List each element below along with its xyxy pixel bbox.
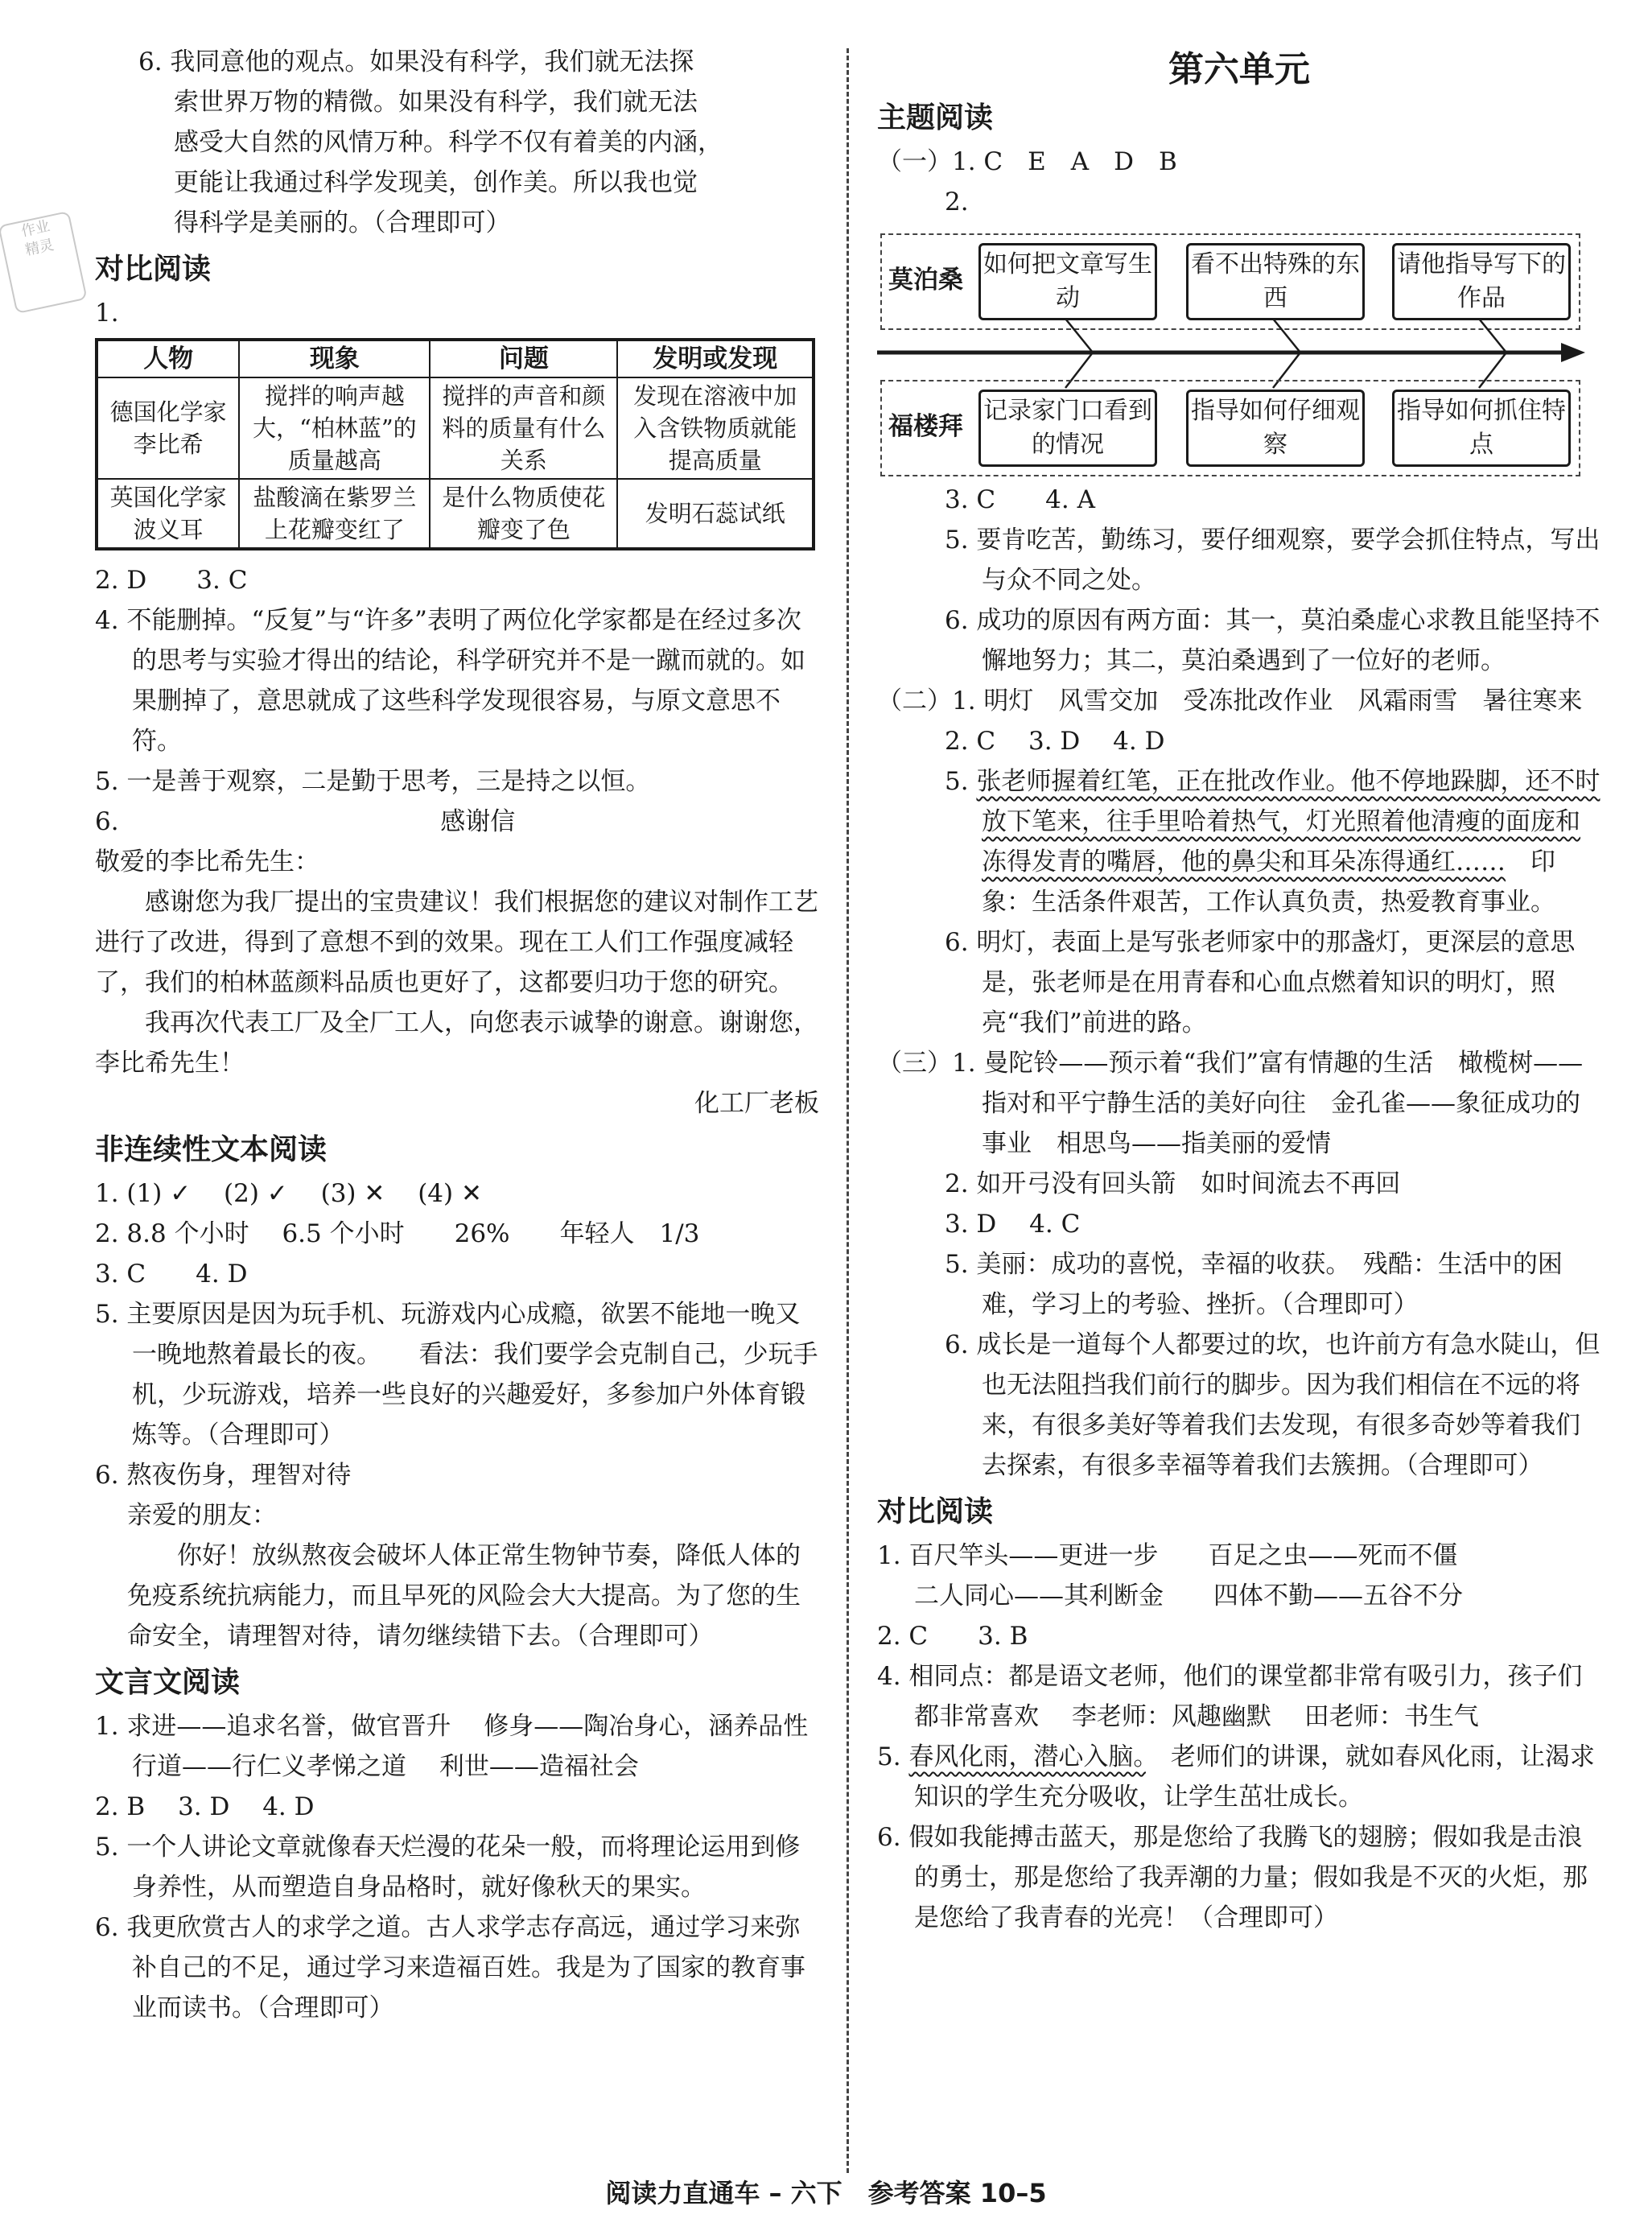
section3-q3-4: 3. D 4. C bbox=[945, 1210, 1081, 1239]
table-cell: 盐酸滴在紫罗兰上花瓣变红了 bbox=[239, 479, 430, 549]
table-header-discovery: 发明或发现 bbox=[617, 340, 814, 377]
diagram-box: 请他指导写下的作品 bbox=[1392, 243, 1571, 320]
table-cell: 发现在溶液中加入含铁物质就能提高质量 bbox=[617, 377, 814, 479]
section3-q6: 6. 成长是一道每个人都要过的坎，也许前方有急水陡山，但也无法阻挡我们前行的脚步。因为我们相信在不远的将来，有很多美好等着我们去发现，有很多奇妙等着我们去探索，有很多幸福等着我们去簇拥。（合理即可） bbox=[945, 1330, 1601, 1480]
diagram-box: 指导如何抓住特点 bbox=[1392, 390, 1571, 467]
contrast-q5: 5. 一是善于观察，二是勤于思考，三是持之以恒。 bbox=[95, 767, 651, 796]
answer-6-line1: 6. 我同意他的观点。如果没有科学，我们就无法探 bbox=[138, 47, 694, 76]
answer-6-line4: 更能让我通过科学发现美，创作美。所以我也觉 bbox=[174, 168, 698, 197]
diagram-label-maupassant: 莫泊桑 bbox=[888, 266, 963, 295]
answer-6-line2: 索世界万物的精微。如果没有科学，我们就无法 bbox=[174, 88, 698, 117]
contrast-q2-3: 2. D 3. C bbox=[95, 566, 248, 595]
contrast2-q4: 4. 相同点：都是语文老师，他们的课堂都非常有吸引力，孩子们都非常喜欢 李老师：风趣幽默 田老师：书生气 bbox=[877, 1662, 1583, 1731]
letter-paragraph-2: 我再次代表工厂及全厂工人，向您表示诚挚的谢意。谢谢您，李比希先生！ bbox=[95, 1008, 818, 1078]
classical-q6: 6. 我更欣赏古人的求学之道。古人求学志存高远，通过学习来弥补自己的不足，通过学习来造福百姓。我是为了国家的教育事业而读书。（合理即可） bbox=[95, 1913, 805, 2023]
section2-q2-4: 2. C 3. D 4. D bbox=[945, 727, 1165, 756]
right-column bbox=[877, 42, 1601, 1938]
diagram-box: 指导如何仔细观察 bbox=[1186, 390, 1365, 467]
column-divider bbox=[847, 48, 849, 2173]
diagram-box: 看不出特殊的东西 bbox=[1186, 243, 1365, 320]
unit-title: 第六单元 bbox=[1168, 49, 1310, 90]
section1-q1: （一）1. C E A D B bbox=[877, 147, 1177, 176]
table-header-person: 人物 bbox=[97, 340, 239, 377]
underlined-quote: 张老师握着红笔，正在批改作业。他不停地跺脚，还不时放下笔来，往手里哈着热气，灯光照着他清瘦的面庞和冻得发青的嘴唇，他的鼻尖和耳朵冻得通红…… bbox=[976, 767, 1601, 876]
diagram-box: 如何把文章写生动 bbox=[978, 243, 1157, 320]
heading-classical-reading: 文言文阅读 bbox=[95, 1666, 241, 1699]
letter-salutation: 敬爱的李比希先生： bbox=[95, 847, 319, 876]
table-cell: 是什么物质使花瓣变了色 bbox=[430, 479, 617, 549]
diagram-box: 记录家门口看到的情况 bbox=[978, 390, 1157, 467]
answer-6-line5: 得科学是美丽的。（合理即可） bbox=[174, 208, 511, 237]
classical-q2-4: 2. B 3. D 4. D bbox=[95, 1792, 315, 1821]
section3-q5: 5. 美丽：成功的喜悦，幸福的收获。 残酷：生活中的困难，学习上的考验、挫折。（合理即可） bbox=[945, 1250, 1563, 1319]
letter-title: 感谢信 bbox=[440, 807, 516, 836]
inventors-table bbox=[95, 338, 815, 550]
contrast-q4: 4. 不能删掉。“反复”与“许多”表明了两位化学家都是在经过多次的思考与实验才得出的结论，科学研究并不是一蹴而就的。如果删掉了，意思就成了这些科学发现很容易，与原文意思不符。 bbox=[95, 606, 805, 756]
contrast-q1-number: 1. bbox=[95, 299, 119, 328]
table-header-question: 问题 bbox=[430, 340, 617, 377]
table-cell: 德国化学家李比希 bbox=[97, 377, 239, 479]
noncont-q6-body: 你好！放纵熬夜会破坏人体正常生物钟节奏，降低人体的免疫系统抗病能力，而且早死的风险会大大提高。为了您的生命安全，请理智对待，请勿继续错下去。（合理即可） bbox=[127, 1541, 801, 1651]
noncont-q2: 2. 8.8 个小时 6.5 个小时 26% 年轻人 1/3 bbox=[95, 1219, 700, 1248]
section1-q2-number: 2. bbox=[945, 188, 969, 216]
contrast2-q2-3: 2. C 3. B bbox=[877, 1622, 1028, 1651]
noncont-q6-salutation: 亲爱的朋友： bbox=[127, 1501, 277, 1530]
section2-q5: 5. 张老师握着红笔，正在批改作业。他不停地跺脚，还不时放下笔来，往手里哈着热气，灯光照着他清瘦的面庞和冻得发青的嘴唇，他的鼻尖和耳朵冻得通红…… 印象：生活条件艰苦，工作认真负责，热爱教育事业。 bbox=[945, 767, 1601, 917]
section1-q5: 5. 要肯吃苦，勤练习，要仔细观察，要学会抓住特点，写出与众不同之处。 bbox=[945, 526, 1601, 595]
letter-signature: 化工厂老板 bbox=[694, 1089, 819, 1118]
underlined-phrase: 春风化雨，潜心入脑。 bbox=[908, 1742, 1146, 1771]
contrast2-q1-line2: 二人同心——其利断金 四体不勤——五谷不分 bbox=[914, 1581, 1463, 1610]
section2-q6: 6. 明灯，表面上是写张老师家中的那盏灯，更深层的意思是，张老师是在用青春和心血点燃着知识的明灯，照亮“我们”前进的路。 bbox=[945, 928, 1576, 1037]
section1-q6: 6. 成功的原因有两方面：其一，莫泊桑虚心求教且能坚持不懈地努力；其二，莫泊桑遇到了一位好的老师。 bbox=[945, 606, 1601, 675]
watermark-stamp: 作业 精灵 bbox=[0, 211, 88, 314]
heading-theme-reading: 主题阅读 bbox=[877, 101, 994, 134]
table-row bbox=[97, 479, 814, 549]
mopassant-flaubert-diagram bbox=[877, 227, 1585, 476]
table-header-phenomenon: 现象 bbox=[239, 340, 430, 377]
answer-6-line3: 感受大自然的风情万种。科学不仅有着美的内涵， bbox=[174, 128, 723, 157]
contrast2-q1-line1: 1. 百尺竿头——更进一步 百足之虫——死而不僵 bbox=[877, 1541, 1458, 1570]
heading-contrast-reading-2: 对比阅读 bbox=[877, 1495, 994, 1528]
section2-q1: （二）1. 明灯 风雪交加 受冻批改作业 风霜雨雪 暑往寒来 bbox=[877, 687, 1583, 715]
table-row bbox=[97, 377, 814, 479]
letter-paragraph-1: 感谢您为我厂提出的宝贵建议！我们根据您的建议对制作工艺进行了改进，得到了意想不到的效果。现在工人们工作强度减轻了，我们的柏林蓝颜料品质也更好了，这都要归功于您的研究。 bbox=[95, 888, 818, 997]
heading-contrast-reading: 对比阅读 bbox=[95, 253, 212, 286]
diagram-label-flaubert: 福楼拜 bbox=[888, 412, 963, 441]
classical-q1: 1. 求进——追求名誉，做官晋升 修身——陶冶身心，涵养品性 行道——行仁义孝悌之道 利世——造福社会 bbox=[95, 1712, 842, 1781]
table-cell: 搅拌的响声越大，“柏林蓝”的质量越高 bbox=[239, 377, 430, 479]
noncont-q6-title: 6. 熬夜伤身，理智对待 bbox=[95, 1461, 352, 1490]
table-cell: 发明石蕊试纸 bbox=[617, 479, 814, 549]
table-cell: 英国化学家波义耳 bbox=[97, 479, 239, 549]
section3-q1: （三）1. 曼陀铃——预示着“我们”富有情趣的生活 橄榄树——指对和平宁静生活的美好向往 金孔雀——象征成功的事业 相思鸟——指美丽的爱情 bbox=[877, 1049, 1584, 1158]
contrast-q6-row bbox=[95, 802, 819, 842]
contrast2-q6: 6. 假如我能搏击蓝天，那是您给了我腾飞的翅膀；假如我是击浪的勇士，那是您给了我弄潮的力量；假如我是不灭的火炬，那是您给了我青春的光亮！（合理即可） bbox=[877, 1823, 1588, 1932]
heading-noncontinuous-reading: 非连续性文本阅读 bbox=[95, 1133, 328, 1166]
section3-q2: 2. 如开弓没有回头箭 如时间流去不再回 bbox=[945, 1169, 1401, 1198]
contrast-q6-number: 6. bbox=[95, 807, 119, 836]
page-footer: 阅读力直通车 – 六下 参考答案 10–5 bbox=[605, 2178, 1047, 2208]
contrast2-q5: 5. 春风化雨，潜心入脑。 老师们的讲课，就如春风化雨，让渴求知识的学生充分吸收，让学生茁壮成长。 bbox=[877, 1742, 1595, 1812]
noncont-q5: 5. 主要原因是因为玩手机、玩游戏内心成瘾，欲罢不能地一晚又一晚地熬着最长的夜。 看法：我们要学会克制自己，少玩手机，少玩游戏，培养一些良好的兴趣爱好，多参加户外体育锻炼等。（合理即可） bbox=[95, 1300, 818, 1449]
noncont-q1: 1. (1) ✓ (2) ✓ (3) ✕ (4) ✕ bbox=[95, 1179, 482, 1208]
left-column bbox=[95, 42, 842, 2028]
noncont-q3-4: 3. C 4. D bbox=[95, 1260, 248, 1289]
table-cell: 搅拌的声音和颜料的质量有什么关系 bbox=[430, 377, 617, 479]
section1-q3-4: 3. C 4. A bbox=[945, 485, 1095, 514]
classical-q5: 5. 一个人讲论文章就像春天烂漫的花朵一般，而将理论运用到修身养性，从而塑造自身品格时，就好像秋天的果实。 bbox=[95, 1833, 801, 1902]
